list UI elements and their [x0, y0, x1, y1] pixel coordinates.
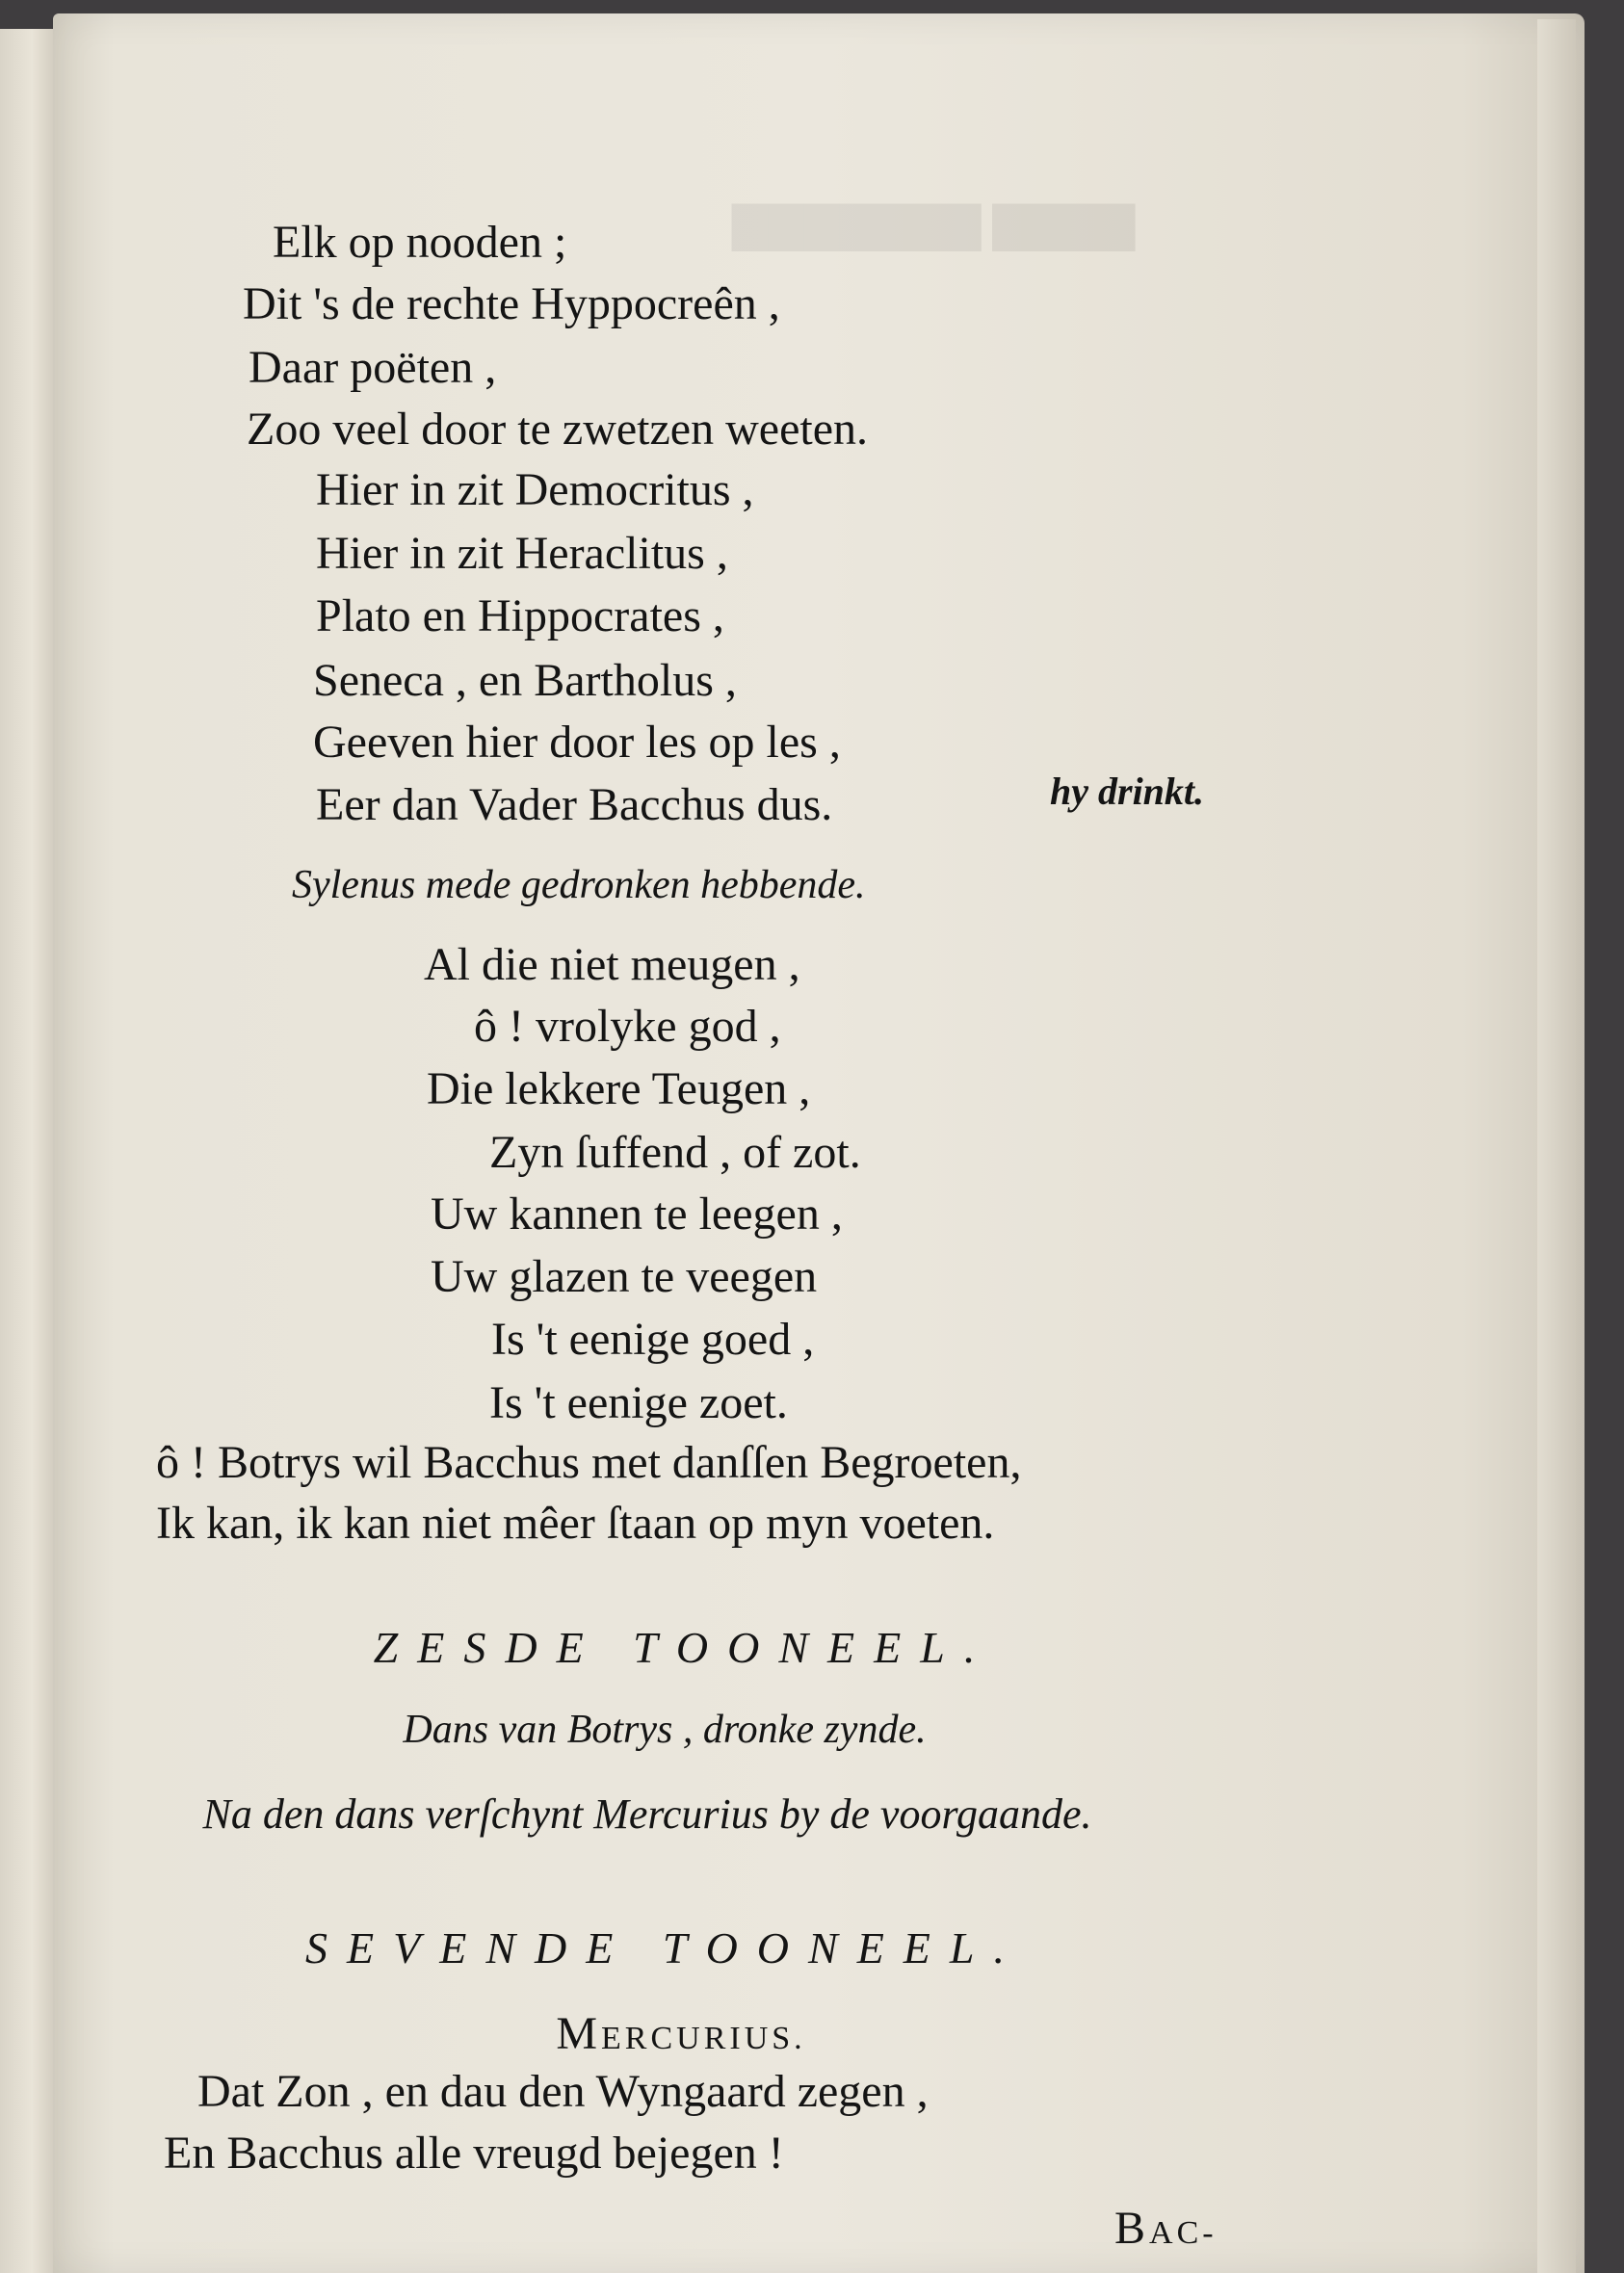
verse-line: Ik kan, ik kan niet mêer ſtaan op myn voeten. — [156, 1498, 995, 1549]
verse-line: Elk op nooden ; — [273, 217, 567, 268]
stage-direction: Sylenus mede gedronken hebbende. — [292, 863, 866, 907]
catchword-initial: B — [1114, 2203, 1150, 2254]
stage-direction: hy drinkt. — [1050, 770, 1205, 813]
verse-line: Eer dan Vader Bacchus dus. — [316, 779, 833, 830]
stage-direction: Na den dans verſchynt Mercurius by de voorgaande. — [202, 1790, 1092, 1838]
scene-heading: SEVENDE TOONEEL. — [305, 1923, 1024, 1973]
song-line: ô ! vrolyke god , — [474, 1001, 781, 1052]
page-edge — [1537, 19, 1576, 2273]
verse-line: Dit 's de rechte Hyppocreên , — [243, 278, 780, 329]
song-line: Uw glazen te veegen — [431, 1251, 818, 1302]
show-through: ▇▇▇▇ ▇▇▇▇▇▇▇ — [732, 199, 1136, 250]
scene-heading: ZESDE TOONEEL. — [373, 1623, 995, 1672]
verse-line: Daar poëten , — [249, 342, 497, 393]
song-line: Al die niet meugen , — [424, 939, 800, 990]
catchword — [1114, 2203, 1218, 2254]
verse-line: Hier in zit Heraclitus , — [316, 528, 728, 579]
song-line: Is 't eenige goed , — [491, 1314, 815, 1365]
verse-line: Hier in zit Democritus , — [316, 464, 754, 515]
catchword-rest: AC- — [1149, 2215, 1218, 2251]
speaker-name — [556, 2008, 806, 2059]
song-line: Is 't eenige zoet. — [489, 1377, 788, 1428]
verse-line: Dat Zon , en dau den Wyngaard zegen , — [197, 2066, 929, 2117]
stage-direction: Dans van Botrys , dronke zynde. — [403, 1708, 927, 1752]
verse-line: Zoo veel door te zwetzen weeten. — [247, 404, 869, 455]
speaker-rest: ERCURIUS. — [601, 2021, 806, 2056]
speaker-initial: M — [556, 2008, 602, 2059]
song-line: Zyn ſuffend , of zot. — [489, 1127, 861, 1178]
song-line: Uw kannen te leegen , — [431, 1189, 843, 1240]
verse-line: ô ! Botrys wil Bacchus met danſſen Begroeten, — [156, 1437, 1022, 1488]
previous-page-edge — [0, 29, 58, 2273]
song-line: Die lekkere Teugen , — [427, 1063, 811, 1114]
verse-line: Plato en Hippocrates , — [316, 590, 724, 641]
verse-line: Seneca , en Bartholus , — [313, 655, 737, 706]
verse-line: Geeven hier door les op les , — [313, 717, 841, 768]
verse-line: En Bacchus alle vreugd bejegen ! — [164, 2128, 784, 2179]
